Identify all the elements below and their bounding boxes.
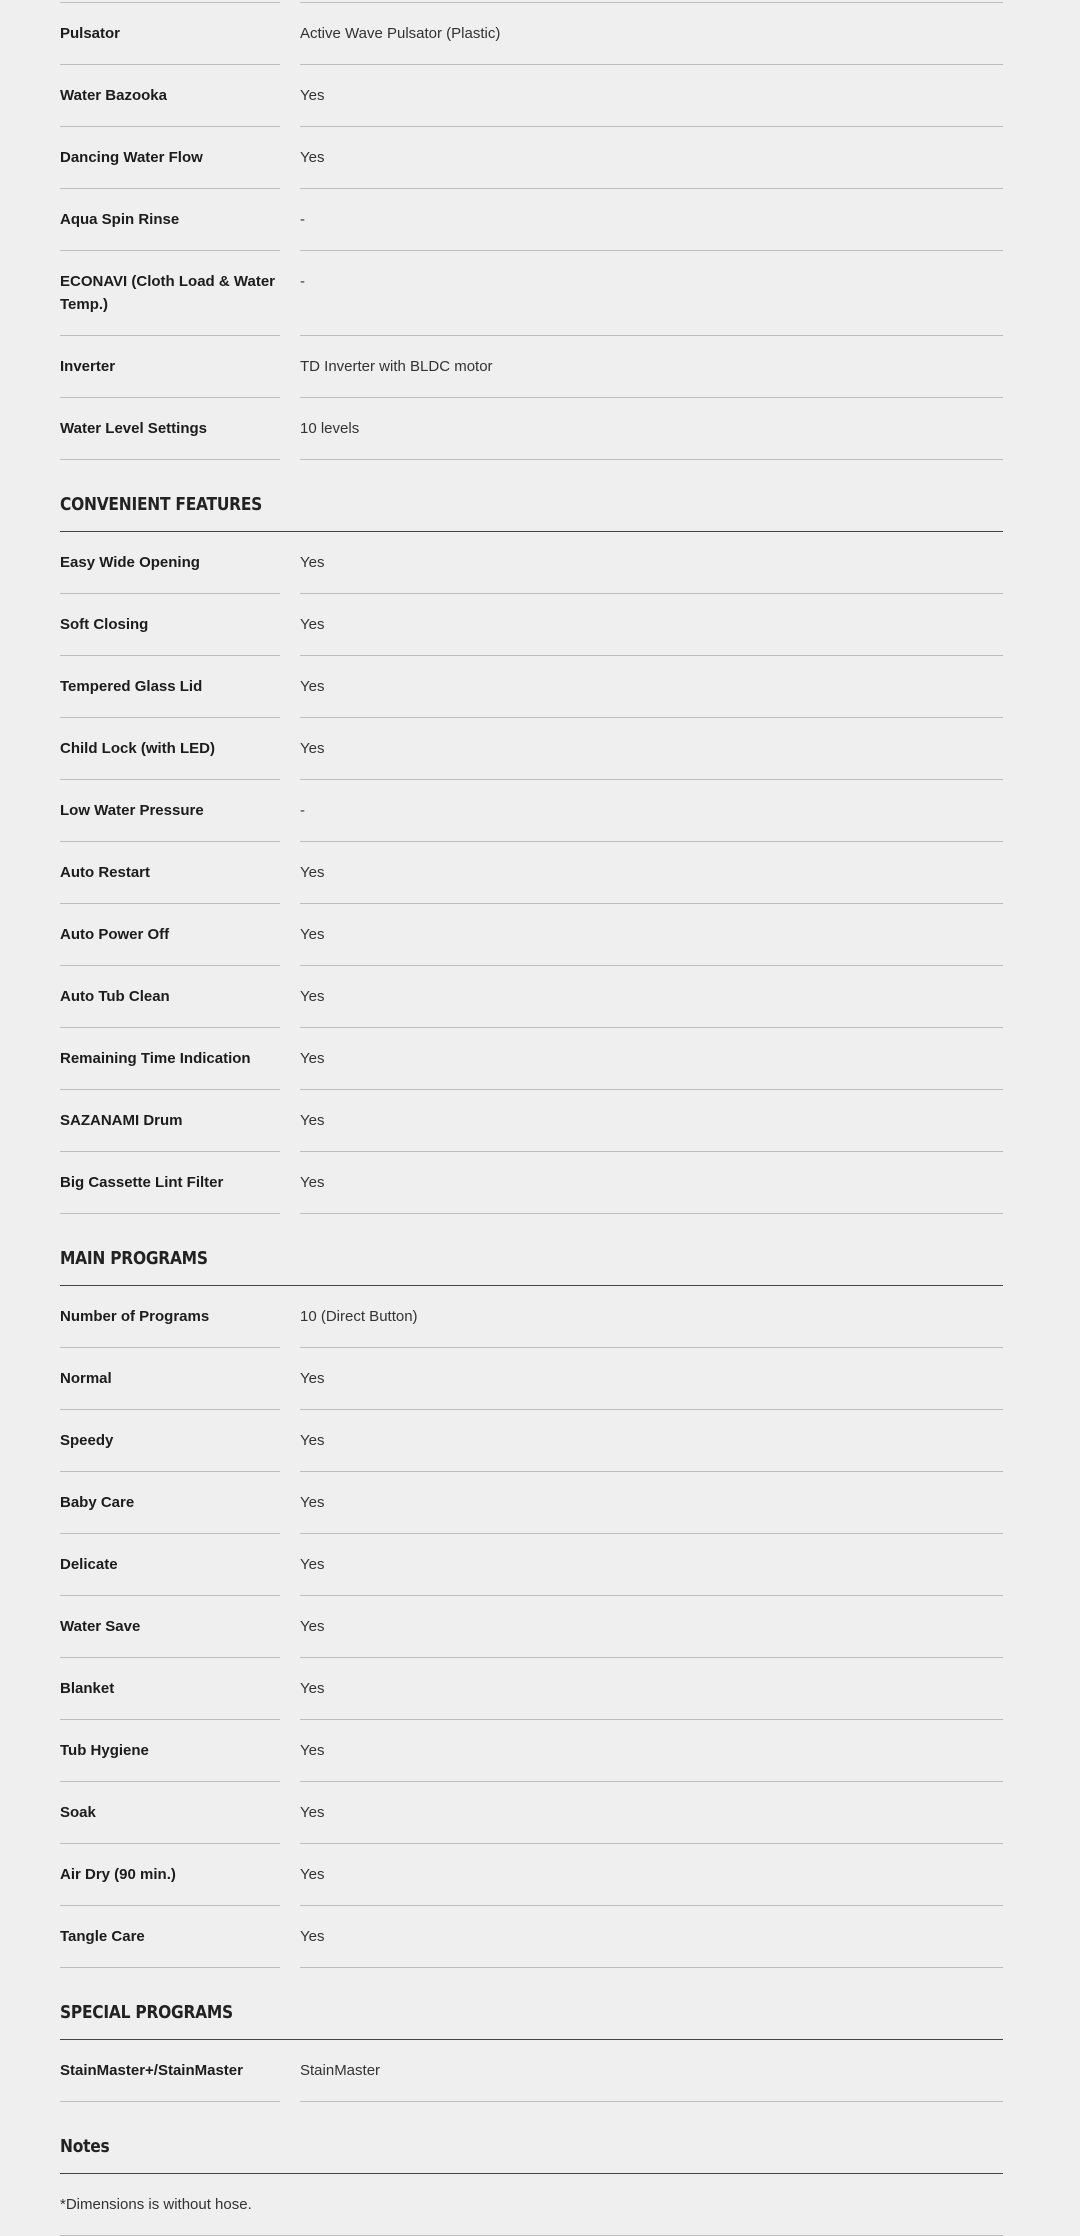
section-header [60,1214,1003,1286]
spec-value: Yes [300,1596,1003,1658]
spec-value: Yes [300,1658,1003,1720]
spec-label: Auto Tub Clean [60,966,280,1028]
spec-value: Yes [300,966,1003,1028]
spec-value: Active Wave Pulsator (Plastic) [300,3,1003,65]
spec-label: Auto Restart [60,842,280,904]
spec-value: - [300,251,1003,336]
spec-label: ECONAVI (Cloth Load & Water Temp.) [60,251,280,336]
spec-value: Yes [300,1534,1003,1596]
spec-value: Yes [300,904,1003,966]
spec-value: Yes [300,1720,1003,1782]
spec-value: TD Inverter with BLDC motor [300,336,1003,398]
spec-row [60,1152,1003,1214]
spec-row [60,1472,1003,1534]
spec-row [60,1348,1003,1410]
notes-text: *Dimensions is without hose. [60,2174,1003,2236]
spec-row [60,1720,1003,1782]
spec-row [60,594,1003,656]
spec-table [60,0,1003,2236]
spec-sections [60,3,1003,2102]
spec-value: Yes [300,718,1003,780]
spec-row [60,398,1003,460]
spec-value: Yes [300,127,1003,189]
spec-label: Normal [60,1348,280,1410]
section-title: CONVENIENT FEATURES [60,494,263,515]
spec-row [60,1410,1003,1472]
spec-label: Soft Closing [60,594,280,656]
spec-row [60,251,1003,336]
spec-value: - [300,780,1003,842]
spec-label: Blanket [60,1658,280,1720]
spec-value: - [300,189,1003,251]
spec-value: Yes [300,1844,1003,1906]
spec-label: Pulsator [60,3,280,65]
section-header [60,460,1003,532]
spec-label: Water Level Settings [60,398,280,460]
spec-row [60,1782,1003,1844]
spec-row [60,1596,1003,1658]
spec-label: Child Lock (with LED) [60,718,280,780]
spec-row [60,532,1003,594]
section-title: SPECIAL PROGRAMS [60,2002,233,2023]
spec-row [60,336,1003,398]
spec-value: Yes [300,1472,1003,1534]
spec-label: Water Save [60,1596,280,1658]
spec-row [60,656,1003,718]
spec-row [60,1090,1003,1152]
spec-label: Big Cassette Lint Filter [60,1152,280,1214]
spec-label: Auto Power Off [60,904,280,966]
spec-row [60,127,1003,189]
spec-row [60,65,1003,127]
spec-label: Tempered Glass Lid [60,656,280,718]
spec-row [60,1534,1003,1596]
spec-row [60,1658,1003,1720]
spec-value: StainMaster [300,2040,1003,2102]
spec-row [60,189,1003,251]
spec-label: Baby Care [60,1472,280,1534]
spec-row [60,1286,1003,1348]
spec-row [60,1028,1003,1090]
spec-value: 10 (Direct Button) [300,1286,1003,1348]
spec-label: Easy Wide Opening [60,532,280,594]
spec-label: Soak [60,1782,280,1844]
spec-row [60,1906,1003,1968]
spec-value: Yes [300,1348,1003,1410]
spec-label: Tub Hygiene [60,1720,280,1782]
spec-value: Yes [300,842,1003,904]
section-header [60,1968,1003,2040]
spec-value: Yes [300,1906,1003,1968]
spec-row [60,1844,1003,1906]
spec-label: Low Water Pressure [60,780,280,842]
spec-label: SAZANAMI Drum [60,1090,280,1152]
spec-label: Number of Programs [60,1286,280,1348]
spec-label: StainMaster+/StainMaster [60,2040,280,2102]
spec-value: Yes [300,1410,1003,1472]
spec-label: Delicate [60,1534,280,1596]
spec-row [60,718,1003,780]
spec-label: Inverter [60,336,280,398]
spec-label: Remaining Time Indication [60,1028,280,1090]
spec-label: Dancing Water Flow [60,127,280,189]
spec-label: Aqua Spin Rinse [60,189,280,251]
spec-row [60,780,1003,842]
spec-value: Yes [300,532,1003,594]
spec-value: Yes [300,1090,1003,1152]
spec-row [60,3,1003,65]
spec-value: Yes [300,656,1003,718]
section-title: MAIN PROGRAMS [60,1248,208,1269]
spec-value: Yes [300,594,1003,656]
spec-value: Yes [300,65,1003,127]
spec-label: Air Dry (90 min.) [60,1844,280,1906]
spec-row [60,2040,1003,2102]
spec-value: Yes [300,1152,1003,1214]
spec-label: Tangle Care [60,1906,280,1968]
spec-row [60,904,1003,966]
spec-value: Yes [300,1782,1003,1844]
spec-label: Water Bazooka [60,65,280,127]
spec-label: Speedy [60,1410,280,1472]
spec-row [60,966,1003,1028]
notes-title: Notes [60,2136,110,2157]
spec-row [60,842,1003,904]
notes-section-header [60,2102,1003,2174]
spec-value: Yes [300,1028,1003,1090]
spec-value: 10 levels [300,398,1003,460]
